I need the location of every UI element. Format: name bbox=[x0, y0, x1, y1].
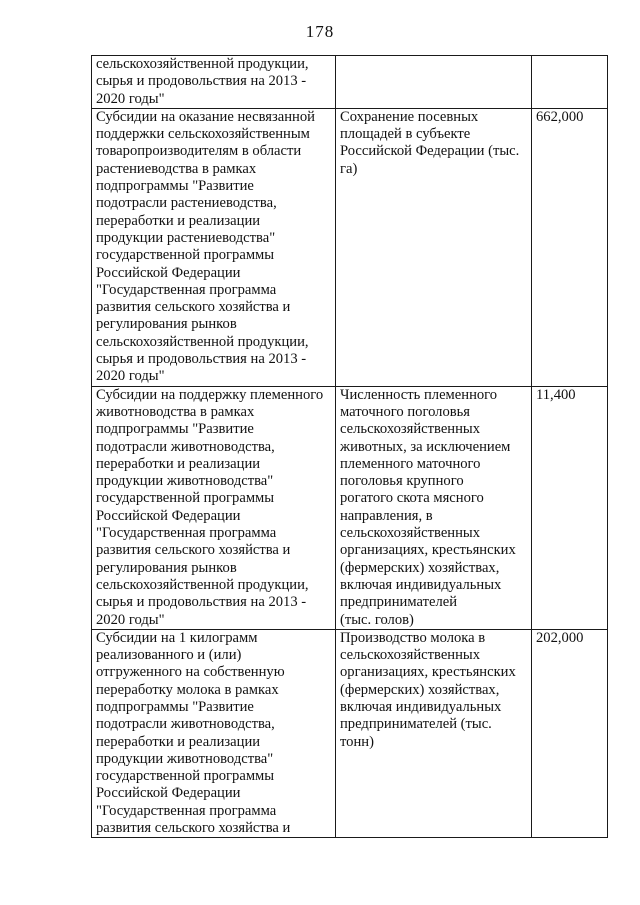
subsidy-description-cell: Субсидии на 1 килограмм реализованного и (или) отгруженного на собственную переработку молока в рамках подпрограммы "Развитие подотрасли животноводства, переработки и реализации продукции животноводства" государственной программы Российской Федерации "Государственная программа развития сельского хозяйства и bbox=[92, 629, 336, 838]
indicator-cell bbox=[336, 56, 532, 109]
subsidy-description-cell: Субсидии на поддержку племенного животноводства в рамках подпрограммы "Развитие подотрасли животноводства, переработки и реализации продукции животноводства" государственной программы Российской Федерации "Государственная программа развития сельского хозяйства и регулирования рынков сельскохозяйственной продукции, сырья и продовольствия на 2013 - 2020 годы" bbox=[92, 386, 336, 629]
indicator-cell: Производство молока в сельскохозяйственных организациях, крестьянских (фермерских) хозяйствах, включая индивидуальных предпринимателей (тыс. тонн) bbox=[336, 629, 532, 838]
subsidy-table bbox=[91, 55, 608, 838]
value-cell bbox=[532, 56, 608, 109]
table-row bbox=[92, 386, 608, 629]
table-row bbox=[92, 629, 608, 838]
value-cell: 202,000 bbox=[532, 629, 608, 838]
subsidy-description-cell: сельскохозяйственной продукции, сырья и продовольствия на 2013 - 2020 годы" bbox=[92, 56, 336, 109]
indicator-cell: Численность племенного маточного поголовья сельскохозяйственных животных, за исключением племенного маточного поголовья крупного рогатого скота мясного направления, в сельскохозяйственных организациях, крестьянских (фермерских) хозяйствах, включая индивидуальных предпринимателей (тыс. голов) bbox=[336, 386, 532, 629]
page-number: 178 bbox=[305, 22, 335, 41]
value-cell: 11,400 bbox=[532, 386, 608, 629]
table-row bbox=[92, 56, 608, 109]
indicator-cell: Сохранение посевных площадей в субъекте Российской Федерации (тыс. га) bbox=[336, 108, 532, 386]
subsidy-description-cell: Субсидии на оказание несвязанной поддержки сельскохозяйственным товаропроизводителям в области растениеводства в рамках подпрограммы "Развитие подотрасли растениеводства, переработки и реализации продукции растениеводства" государственной программы Российской Федерации "Государственная программа развития сельского хозяйства и регулирования рынков сельскохозяйственной продукции, сырья и продовольствия на 2013 - 2020 годы" bbox=[92, 108, 336, 386]
table-row bbox=[92, 108, 608, 386]
value-cell: 662,000 bbox=[532, 108, 608, 386]
